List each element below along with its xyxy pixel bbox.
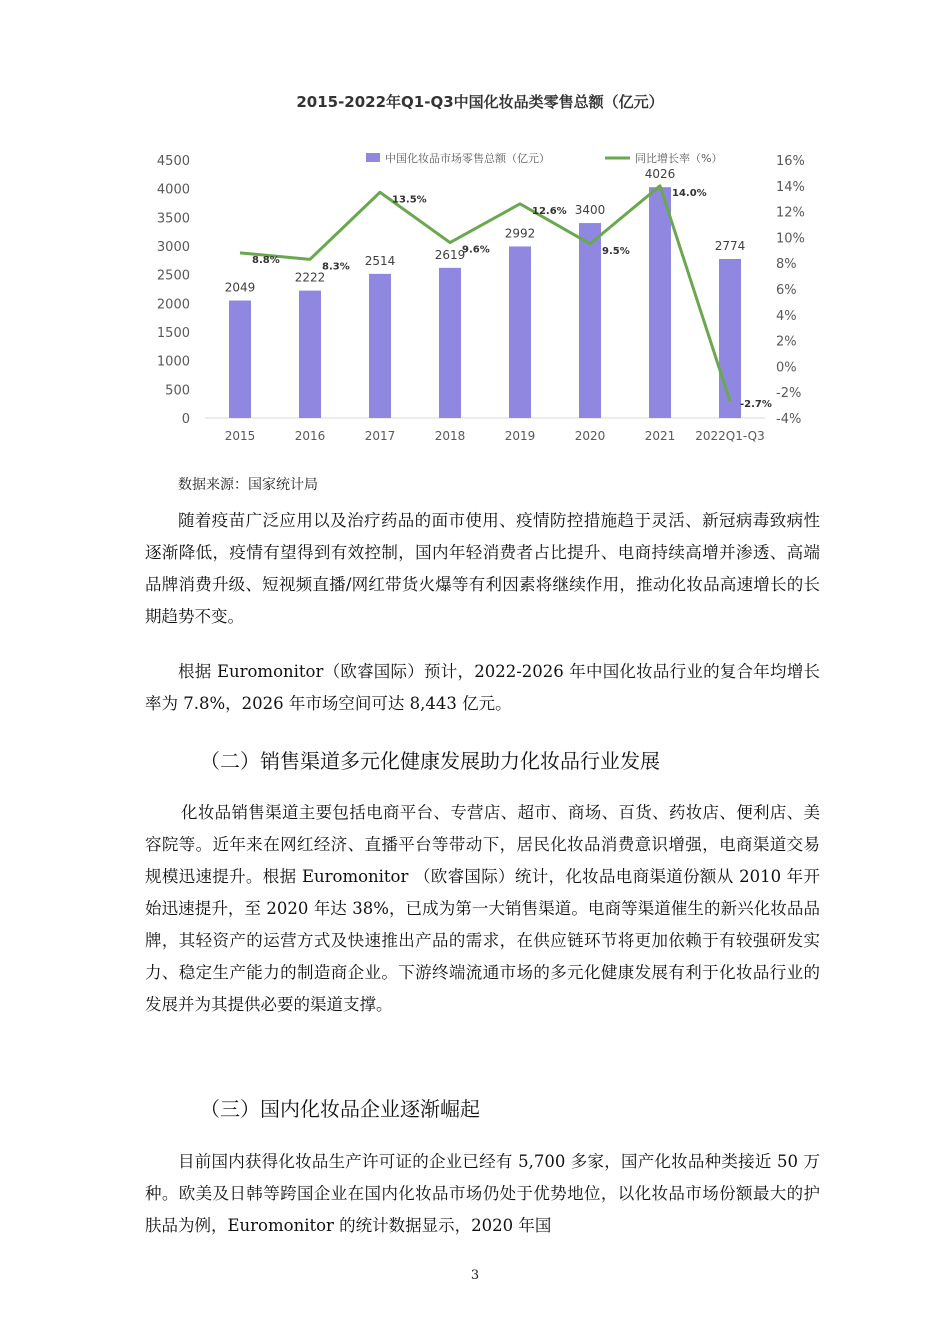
x-tick-label: 2019 [504,429,536,443]
line-value-label: 9.5% [602,245,630,257]
paragraph-2: 根据 Euromonitor（欧睿国际）预计，2022-2026 年中国化妆品行业的复合年均增长率为 7.8%，2026 年市场空间可达 8,443 亿元。 [145,662,820,713]
section-heading-2: （二）销售渠道多元化健康发展助力化妆品行业发展 [200,749,660,773]
data-source: 数据来源：国家统计局 [178,477,318,493]
bar [719,259,741,418]
paragraph-3: 化妆品销售渠道主要包括电商平台、专营店、超市、商场、百货、药妆店、便利店、美容院等。近年来在网红经济、直播平台等带动下，居民化妆品消费意识增强，电商渠道交易规模迅速提升。根据 Euromonitor （欧睿国际）统计，化妆品电商渠道份额从 2010 年开始迅速提升，至 2020 年达 38%，已成为第一大销售渠道。电商等渠道催生的新兴化妆品品牌，其轻资产的运营方式及快速推出产品的需求，在供应链环节将更加依赖于有较强研发实力、稳定生产能力的制造商企业。下游终端流通市场的多元化健康发展有利于化妆品行业的发展并为其提供必要的渠道支撑。 [145,803,820,1014]
left-tick-label: 2500 [156,268,190,284]
right-tick-label: 0% [776,360,797,376]
bar-value-label: 2049 [224,280,256,295]
left-tick-label: 1000 [156,354,190,370]
x-tick-label: 2016 [294,429,326,443]
left-tick-label: 4500 [156,154,190,169]
legend-bar-label: 中国化妆品市场零售总额（亿元） [385,152,550,165]
legend-bar-swatch [366,153,380,162]
right-tick-label: 2% [776,334,797,350]
x-tick-label: 2021 [644,429,676,443]
right-tick-label: -4% [776,412,802,427]
right-tick-label: 6% [776,283,797,298]
chart-canvas [140,85,820,460]
line-value-label: -2.7% [740,399,772,411]
legend-line-label: 同比增长率（%） [635,152,723,165]
paragraph-4: 目前国内获得化妆品生产许可证的企业已经有 5,700 多家，国产化妆品种类接近 50 万种。欧美及日韩等跨国企业在国内化妆品市场仍处于优势地位，以化妆品市场份额最大的护肤品为例，Euromonitor 的统计数据显示，2020 年国 [145,1152,820,1235]
left-tick-label: 3500 [156,211,190,227]
right-tick-label: 12% [776,205,805,221]
bar [579,223,601,418]
x-tick-label: 2015 [224,429,256,443]
right-tick-label: 4% [776,308,797,324]
x-tick-label: 2018 [434,429,466,443]
right-tick-label: 16% [776,154,805,169]
bar-value-label: 3400 [574,203,606,218]
left-tick-label: 4000 [156,182,190,198]
bar-value-label: 2619 [434,247,466,262]
x-tick-label: 2017 [364,429,396,443]
line-value-label: 14.0% [672,187,707,199]
left-tick-label: 3000 [156,240,190,255]
line-value-label: 9.6% [462,244,490,256]
page-number: 3 [470,1268,480,1283]
line-value-label: 13.5% [392,194,427,206]
line-value-label: 12.6% [532,205,567,217]
bar [299,291,321,418]
x-tick-label: 2022Q1-Q3 [695,429,765,443]
bar [649,187,671,418]
right-tick-label: 10% [776,231,805,247]
bar [369,274,391,418]
bar-value-label: 2774 [714,238,746,253]
bar [509,246,531,418]
x-tick-label: 2020 [574,429,606,443]
left-tick-label: 500 [165,383,190,399]
right-tick-label: -2% [776,386,802,402]
bar-value-label: 2992 [504,226,536,241]
right-tick-label: 14% [776,179,805,195]
section-heading-3: （三）国内化妆品企业逐渐崛起 [200,1097,480,1121]
bar-value-label: 2222 [294,270,326,285]
right-tick-label: 8% [776,257,797,273]
line-value-label: 8.3% [322,261,350,273]
left-tick-label: 0 [181,412,190,427]
retail-sales-chart [140,85,820,460]
paragraph-1: 随着疫苗广泛应用以及治疗药品的面市使用、疫情防控措施趋于灵活、新冠病毒致病性逐渐降低，疫情有望得到有效控制，国内年轻消费者占比提升、电商持续高增并渗透、高端品牌消费升级、短视频直播/网红带货火爆等有利因素将继续作用，推动化妆品高速增长的长期趋势不变。 [145,511,820,626]
line-value-label: 8.8% [252,254,280,266]
bar-value-label: 4026 [644,167,676,182]
bar [439,268,461,418]
left-tick-label: 2000 [156,297,190,313]
left-tick-label: 1500 [156,326,190,341]
chart-title: 2015-2022年Q1-Q3中国化妆品类零售总额（亿元） [296,93,664,111]
bar [229,301,251,418]
bar-value-label: 2514 [364,253,396,268]
